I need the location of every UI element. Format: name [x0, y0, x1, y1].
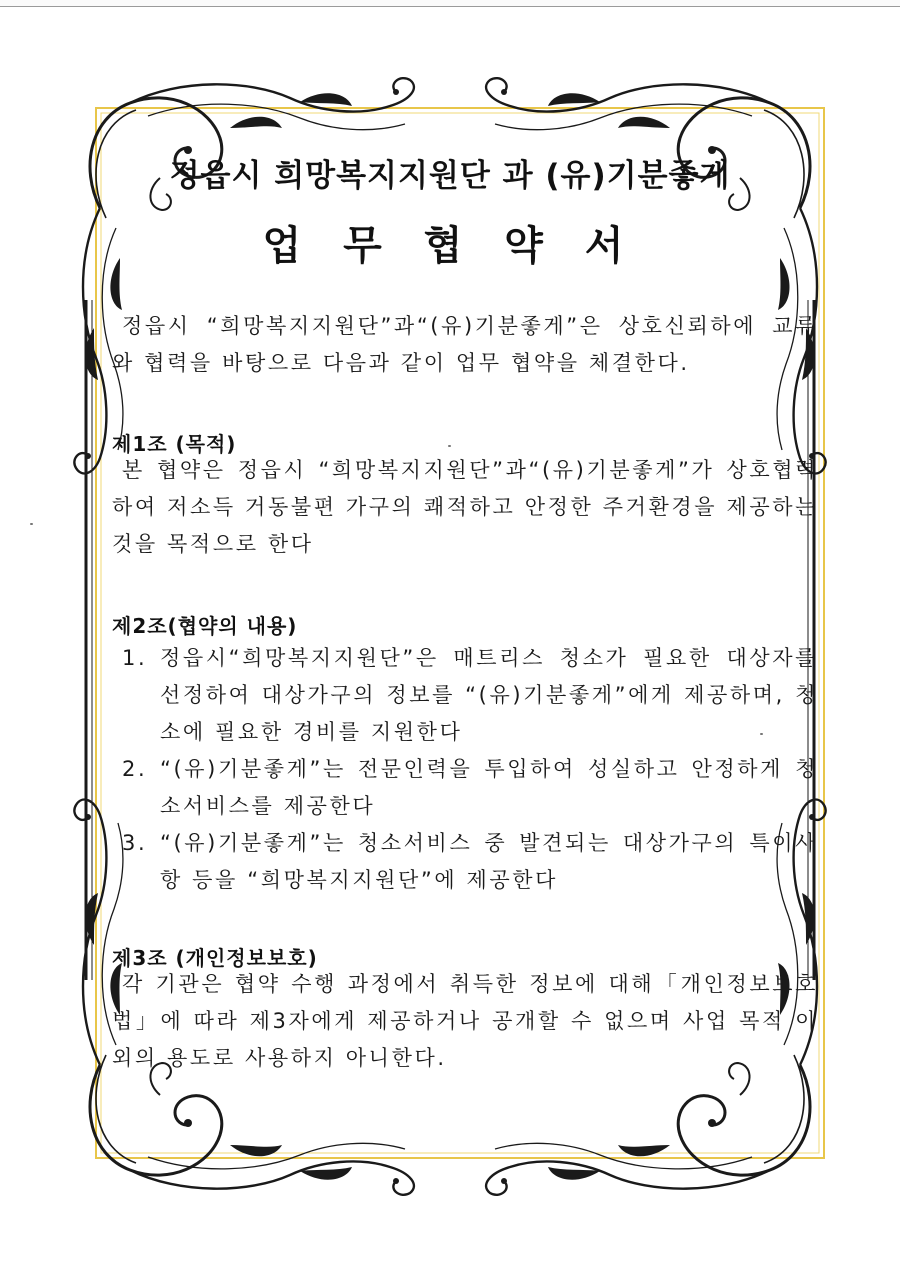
- article-2-heading: 제2조(협약의 내용): [112, 614, 298, 638]
- preamble-paragraph: 정읍시 “희망복지지원단”과“(유)기분좋게”은 상호신뢰하에 교류와 협력을 바탕으로 다음과 같이 업무 협약을 체결한다.: [112, 314, 818, 375]
- article-1-body: 본 협약은 정읍시 “희망복지지원단”과“(유)기분좋게”가 상호협력하여 저소득 거동불편 가구의 쾌적하고 안정한 주거환경을 제공하는 것을 목적으로 한다: [112, 458, 818, 556]
- article-2-items: [122, 640, 818, 899]
- scan-speck: [30, 523, 33, 525]
- article-3-heading: 제3조 (개인정보보호): [112, 946, 318, 970]
- list-item-text: “(유)기분좋게”는 전문인력을 투입하여 성실하고 안정하게 청소서비스를 제공한다: [160, 757, 818, 818]
- list-item-text: “(유)기분좋게”는 청소서비스 중 발견되는 대상가구의 특이사항 등을 “희망복지지원단”에 제공한다: [160, 831, 818, 892]
- list-item: [122, 751, 818, 825]
- article-3-body: 각 기관은 협약 수행 과정에서 취득한 정보에 대해「개인정보보호법」에 따라 제3자에게 제공하거나 공개할 수 없으며 사업 목적 이외의 용도로 사용하지 아니한다.: [112, 972, 818, 1070]
- scan-speck: [448, 445, 451, 447]
- article-1-heading: 제1조 (목적): [112, 432, 237, 456]
- list-item-text: 정읍시“희망복지지원단”은 매트리스 청소가 필요한 대상자를 선정하여 대상가구의 정보를 “(유)기분좋게”에게 제공하며, 청소에 필요한 경비를 지원한다: [160, 646, 818, 744]
- document-title-text: 업 무 협 약 서: [262, 223, 638, 269]
- list-item-number: 1.: [122, 646, 148, 670]
- list-item-number: 2.: [122, 757, 148, 781]
- scan-speck: [760, 733, 763, 735]
- document-title: [0, 214, 900, 271]
- document-title-parties: 정읍시 희망복지지원단 과 (유)기분좋게: [169, 158, 731, 194]
- list-item-number: 3.: [122, 831, 148, 855]
- list-item: [122, 825, 818, 899]
- list-item: [122, 640, 818, 751]
